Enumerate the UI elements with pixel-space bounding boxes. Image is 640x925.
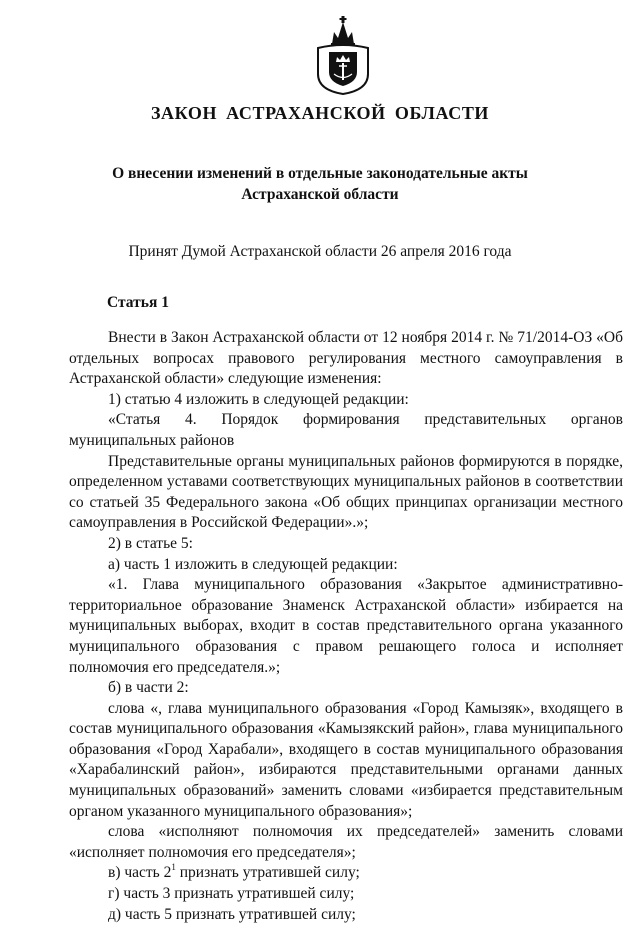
coat-of-arms-icon	[310, 14, 376, 96]
amendment-item-1: 1) статью 4 изложить в следующей редакции:	[108, 390, 409, 408]
law-subject	[0, 163, 640, 205]
amendment-item-2v-end: признать утратившей силу;	[175, 864, 360, 882]
amendment-item-2b: б) в части 2:	[108, 679, 189, 697]
article-intro-paragraph: Внести в Закон Астраханской области от 12 ноября 2014 г. № 71/2014-ОЗ «Об отдельных вопросах правового регулирования местного самоуправления в Астраханской области» следующие изменения:	[69, 329, 623, 388]
amendment-item-2v-superscript: 1	[171, 862, 176, 873]
law-subject-line-2: Астраханской области	[241, 186, 399, 203]
law-title: ЗАКОН АСТРАХАНСКОЙ ОБЛАСТИ	[150, 103, 490, 123]
article-heading: Статья 1	[107, 294, 169, 311]
amendment-item-2a: а) часть 1 изложить в следующей редакции:	[108, 555, 398, 573]
article-body	[69, 328, 623, 925]
amendment-item-2b-text-2: слова «исполняют полномочия их председателей» заменить словами «исполняет полномочия его председателя»;	[69, 823, 623, 861]
amendment-item-2v	[69, 863, 623, 884]
amendment-item-2a-text: «1. Глава муниципального образования «Закрытое административно-территориальное образование Знаменск Астраханской области» избирается на муниципальных выборах, входит в состав представительного органа указанного муниципального образования с правом решающего голоса и исполняет полномочия его председателя.»;	[69, 576, 623, 676]
amendment-item-2v-start: в) часть 2	[108, 864, 172, 882]
amendment-item-2b-text-1: слова «, глава муниципального образования «Город Камызяк», входящего в состав муниципального образования «Камызякский район», глава муниципального образования «Город Харабали», входящего в состав муниципального образования «Харабалинский район», избираются представительными органами данных муниципальных образований» заменить словами «избирается представительным органом указанного муниципального образования»;	[69, 699, 623, 820]
amendment-item-2: 2) в статье 5:	[108, 534, 193, 552]
quoted-article-heading: «Статья 4. Порядок формирования представительных органов муниципальных районов	[69, 411, 623, 449]
amendment-item-2d: д) часть 5 признать утратившей силу;	[108, 905, 356, 923]
quoted-article-text: Представительные органы муниципальных районов формируются в порядке, определенном уставами соответствующих муниципальных районов в соответствии со статьей 35 Федерального закона «Об общих принципах организации местного самоуправления в Российской Федерации».»;	[69, 452, 623, 532]
law-subject-line-1: О внесении изменений в отдельные законодательные акты	[112, 165, 528, 182]
amendment-item-2g: г) часть 3 признать утратившей силу;	[108, 885, 355, 903]
adoption-statement: Принят Думой Астраханской области 26 апреля 2016 года	[128, 243, 512, 260]
